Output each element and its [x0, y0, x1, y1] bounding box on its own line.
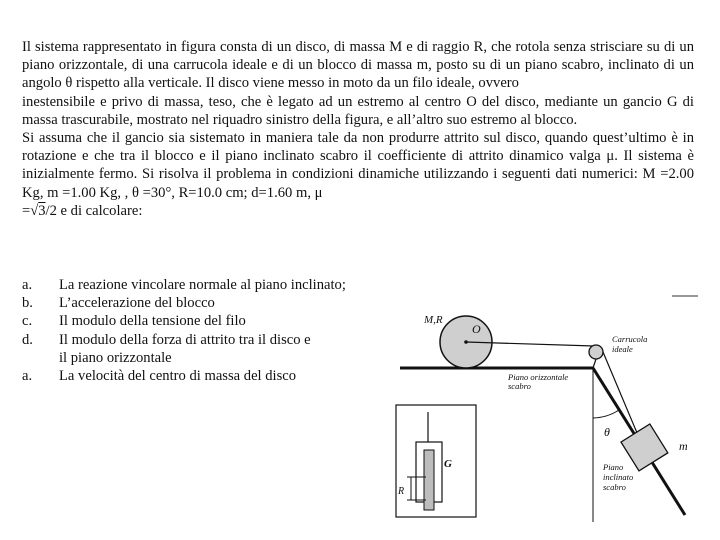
radius-label: R — [398, 486, 405, 497]
incline-label-1: Piano — [603, 462, 624, 472]
question-item — [22, 294, 402, 312]
pulley-label-1: Carrucola — [612, 334, 648, 344]
question-item — [22, 367, 402, 385]
center-label: O — [472, 322, 481, 336]
question-letter: b. — [22, 295, 33, 312]
hook-axle — [424, 450, 434, 510]
question-list — [22, 276, 402, 385]
question-letter: c. — [22, 313, 33, 330]
pulley-label-2: ideale — [612, 344, 633, 354]
question-text: La reazione vincolare normale al piano inclinato; — [59, 277, 346, 293]
angle-label: θ — [604, 425, 610, 439]
block-label: m — [679, 439, 688, 453]
plane-label-2: scabro — [508, 381, 531, 391]
hook-label: G — [444, 458, 452, 470]
paragraph-1: Il sistema rappresentato in figura consta di un disco, di massa M e di raggio R, che rotola senza strisciare su di un piano orizzontale, di una carrucola ideale e di un blocco di massa m, posto su di un piano scabro, inclinato di un angolo θ rispetto alla verticale. Il disco viene messo in moto da un filo ideale, ovvero — [22, 39, 694, 92]
question-text: L’accelerazione del blocco — [59, 295, 215, 312]
problem-statement — [22, 38, 694, 220]
block — [621, 424, 668, 471]
question-text-multiline — [59, 331, 402, 367]
question-letter: a. — [22, 277, 33, 293]
pulley-support — [593, 359, 596, 368]
question-text: Il modulo della forza di attrito tra il disco e — [59, 331, 311, 348]
question-item — [22, 276, 402, 294]
sqrt-radicand: 3 — [38, 202, 46, 219]
pulley — [589, 345, 603, 359]
incline-label-2: inclinato — [603, 472, 634, 482]
question-text: La velocità del centro di massa del disco — [59, 368, 297, 385]
mu-value-line — [22, 202, 694, 220]
disk-label: M,R — [424, 314, 443, 326]
question-letter: d. — [22, 331, 33, 348]
plane-label-1: Piano orizzontale — [508, 372, 569, 382]
angle-arc — [593, 410, 619, 418]
mu-prefix: = — [22, 202, 31, 219]
incline-label-3: scabro — [603, 482, 626, 492]
question-item — [22, 331, 402, 367]
question-text-continued: il piano orizzontale — [59, 349, 172, 366]
sqrt-symbol: √ — [30, 202, 39, 219]
mu-suffix: /2 e di calcolare: — [45, 202, 143, 219]
physics-figure — [388, 290, 708, 525]
question-text: Il modulo della tensione del filo — [59, 313, 246, 330]
paragraph-3: Si assuma che il gancio sia sistemato in maniera tale da non produrre attrito sul disco, quando quest’ultimo è in rotazione e che tra il blocco e il piano inclinato scabro il coefficiente di attrito dinamico valga μ. Il sistema è inizialmente fermo. Si risolva il problema in condizioni dinamiche utilizzando i seguenti dati numerici: M =2.00 Kg, m =1.00 Kg, , θ =30°, R=10.0 cm; d=1.60 m, μ — [22, 130, 694, 201]
paragraph-2: inestensibile e privo di massa, teso, che è legato ad un estremo al centro O del disco, mediante un gancio G di massa trascurabile, mostrato nel riquadro sinistro della figura, e all’altro suo estremo al blocco. — [22, 93, 694, 128]
question-item — [22, 312, 402, 330]
question-letter: a. — [22, 368, 33, 385]
